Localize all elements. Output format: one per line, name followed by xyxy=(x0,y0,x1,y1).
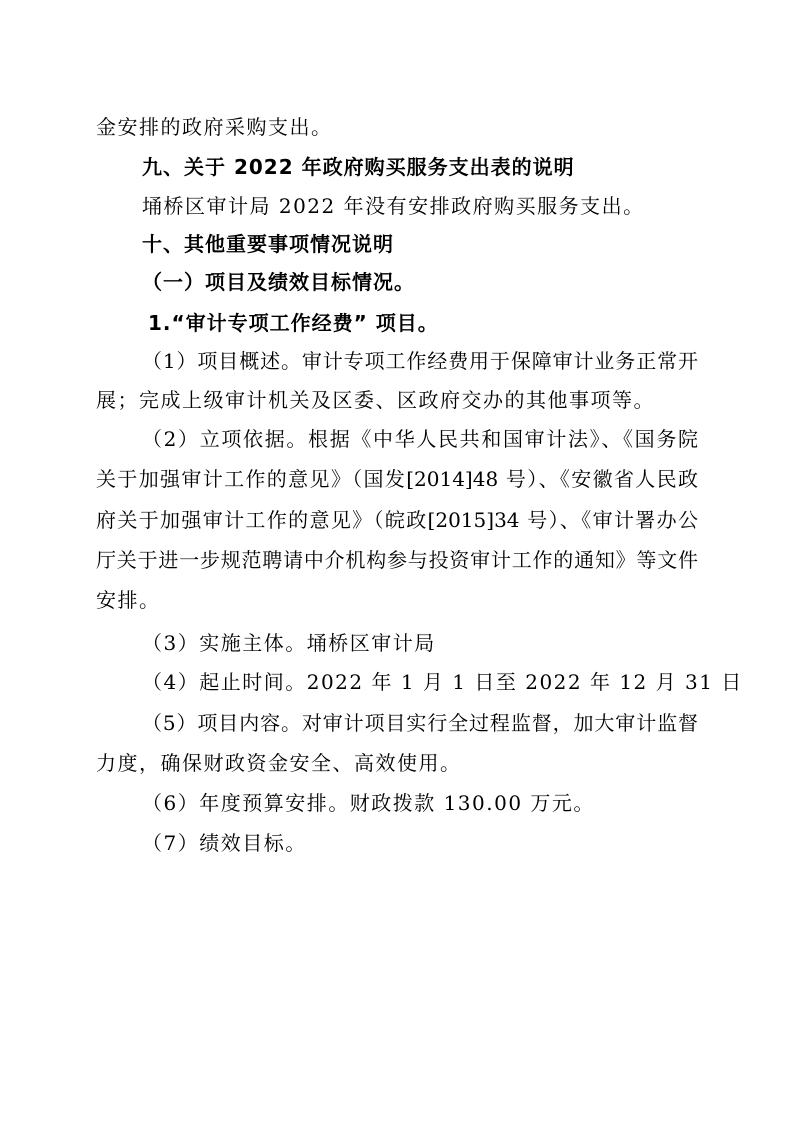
item-period: （4）起止时间。2022 年 1 月 1 日至 2022 年 12 月 31 日 xyxy=(142,670,743,694)
item-budget: （6）年度预算安排。财政拨款 130.00 万元。 xyxy=(142,791,595,815)
item-implementer: （3）实施主体。埇桥区审计局 xyxy=(142,631,436,655)
item-content-line-1: （5）项目内容。对审计项目实行全过程监督，加大审计监督 xyxy=(142,711,698,735)
section-heading-nine: 九、关于 2022 年政府购买服务支出表的说明 xyxy=(142,155,575,179)
item-basis-line-3: 府关于加强审计工作的意见》（皖政[2015]34 号）、《审计署办公 xyxy=(96,508,698,532)
item-content-line-2: 力度，确保财政资金安全、高效使用。 xyxy=(96,751,462,775)
item-overview-line-2: 展；完成上级审计机关及区委、区政府交办的其他事项等。 xyxy=(96,388,655,412)
item-performance-goals: （7）绩效目标。 xyxy=(142,831,307,855)
text-line-continuation: 金安排的政府采购支出。 xyxy=(96,115,333,139)
item-basis-line-1: （2）立项依据。根据《中华人民共和国审计法》、《国务院 xyxy=(142,427,698,451)
item-basis-line-2: 关于加强审计工作的意见》（国发[2014]48 号）、《安徽省人民政 xyxy=(96,467,698,491)
project-title: 1.“审计专项工作经费” 项目。 xyxy=(148,311,439,335)
section-heading-ten: 十、其他重要事项情况说明 xyxy=(142,232,394,256)
item-overview-line-1: （1）项目概述。审计专项工作经费用于保障审计业务正常开 xyxy=(142,349,698,373)
item-basis-line-4: 厅关于进一步规范聘请中介机构参与投资审计工作的通知》等文件 xyxy=(96,548,698,572)
subheading-project-goals: （一）项目及绩效目标情况。 xyxy=(142,270,415,294)
item-basis-line-5: 安排。 xyxy=(96,588,161,612)
paragraph-no-service-purchase: 埇桥区审计局 2022 年没有安排政府购买服务支出。 xyxy=(142,194,645,218)
